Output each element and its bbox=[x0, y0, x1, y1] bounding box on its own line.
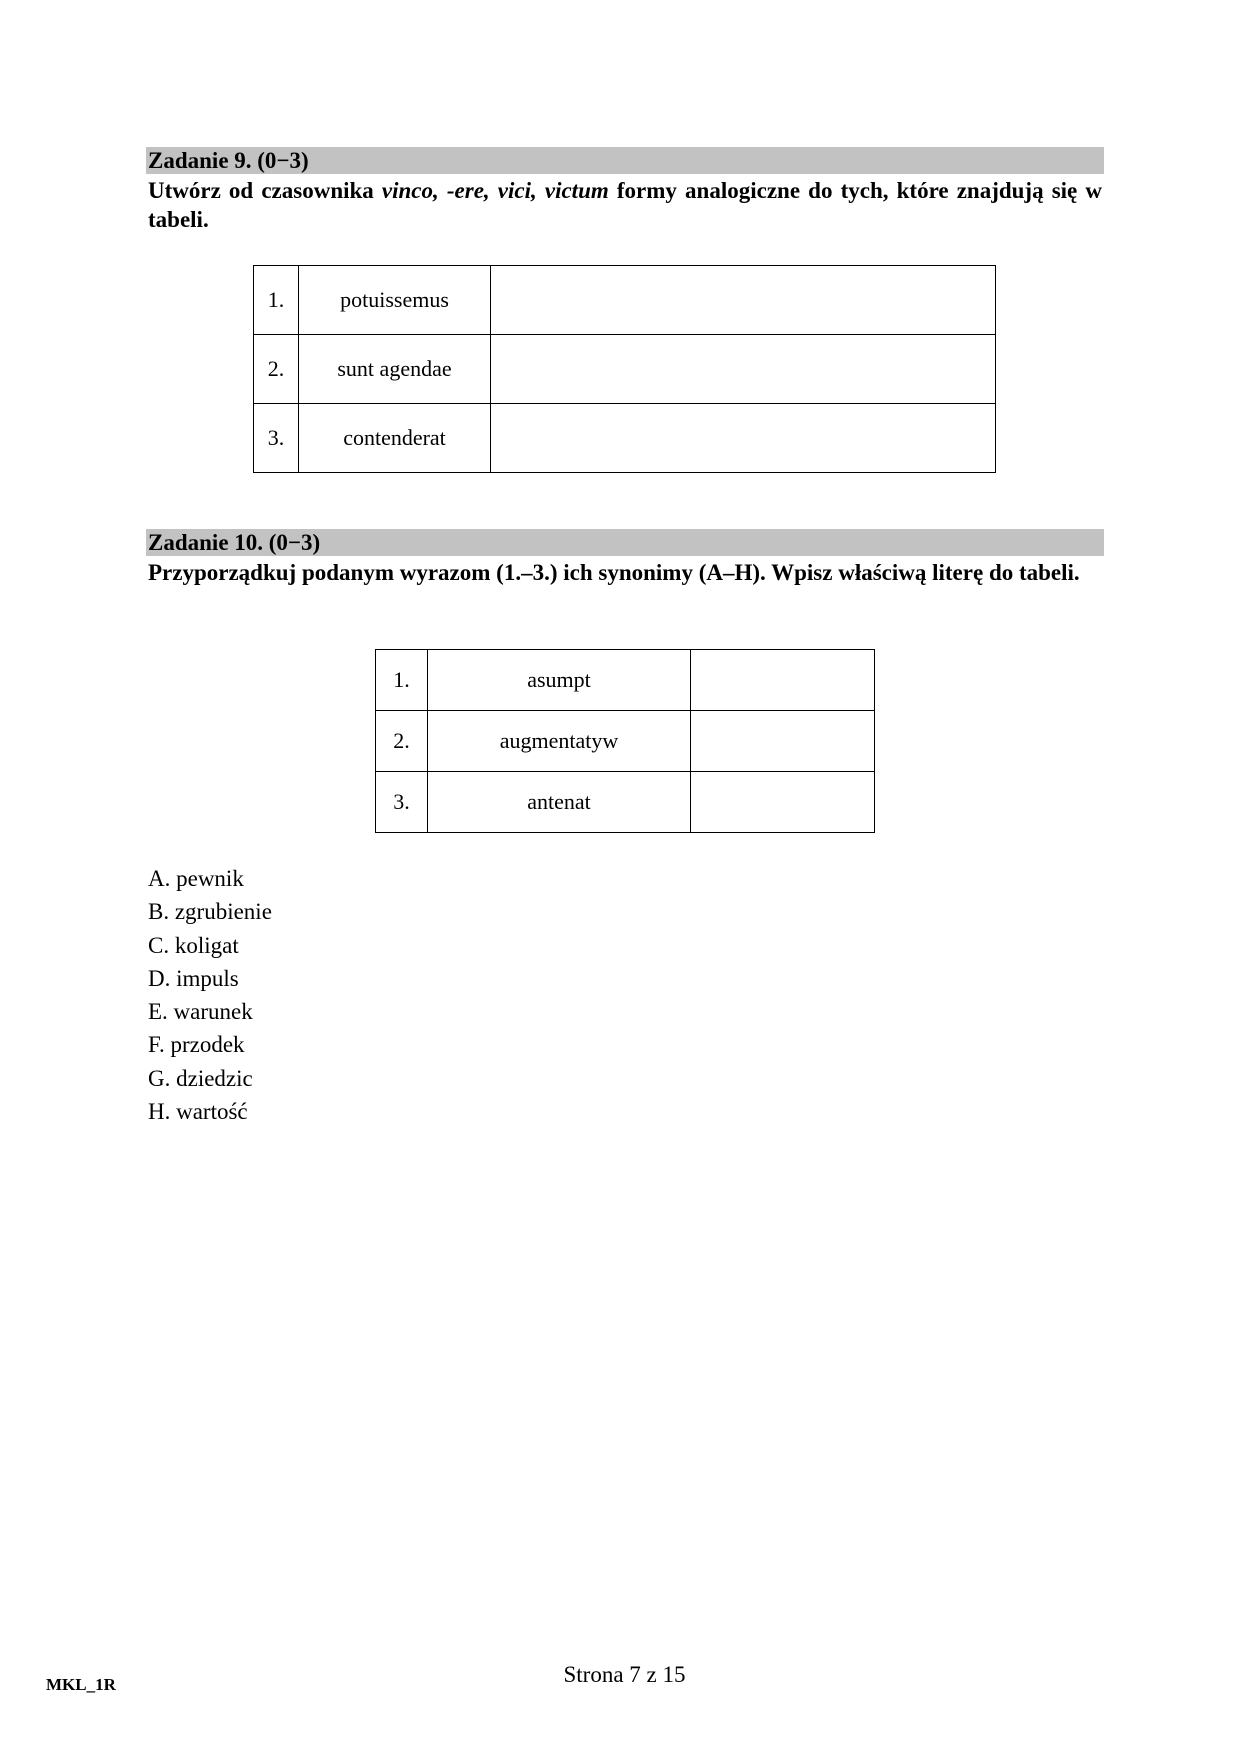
list-item: D. impuls bbox=[148, 965, 239, 991]
row-word: augmentatyw bbox=[428, 711, 691, 772]
list-item: E. warunek bbox=[148, 999, 253, 1025]
list-item: H. wartość bbox=[148, 1099, 248, 1125]
row-word: potuissemus bbox=[299, 266, 491, 335]
row-word: antenat bbox=[428, 772, 691, 833]
answer-cell[interactable] bbox=[691, 772, 875, 833]
table-row bbox=[254, 404, 996, 473]
page-number bbox=[0, 1662, 1241, 1688]
answer-cell[interactable] bbox=[691, 650, 875, 711]
synonym-options-list bbox=[148, 862, 272, 1128]
row-number: 1. bbox=[254, 266, 299, 335]
list-item: G. dziedzic bbox=[148, 1065, 253, 1091]
table-row bbox=[376, 711, 875, 772]
row-number: 3. bbox=[254, 404, 299, 473]
page-number-text: Strona 7 z 15 bbox=[563, 1662, 686, 1687]
task9-instr-after: formy analogiczne do tych, które znajdują się w tabeli. bbox=[148, 178, 1103, 232]
row-number: 2. bbox=[254, 335, 299, 404]
row-number: 3. bbox=[376, 772, 428, 833]
row-number: 2. bbox=[376, 711, 428, 772]
table-row bbox=[254, 266, 996, 335]
answer-cell[interactable] bbox=[491, 404, 996, 473]
answer-cell[interactable] bbox=[491, 335, 996, 404]
exam-code: MKL_1R bbox=[46, 1675, 116, 1694]
row-number: 1. bbox=[376, 650, 428, 711]
table-row bbox=[376, 650, 875, 711]
table-row bbox=[254, 335, 996, 404]
table-row bbox=[376, 772, 875, 833]
row-word: sunt agendae bbox=[299, 335, 491, 404]
list-item: F. przodek bbox=[148, 1032, 245, 1058]
list-item: A. pewnik bbox=[148, 866, 244, 891]
task10-table bbox=[375, 649, 875, 833]
answer-cell[interactable] bbox=[491, 266, 996, 335]
task9-instr-before: Utwórz od czasownika bbox=[148, 178, 382, 203]
row-word: asumpt bbox=[428, 650, 691, 711]
list-item: B. zgrubienie bbox=[148, 899, 272, 925]
task9-instruction bbox=[148, 176, 1102, 234]
task10-instruction: Przyporządkuj podanym wyrazom (1.–3.) ich synonimy (A–H). Wpisz właściwą literę do tabeli. bbox=[148, 560, 1080, 585]
answer-cell[interactable] bbox=[691, 711, 875, 772]
list-item: C. koligat bbox=[148, 932, 239, 958]
task10-header: Zadanie 10. (0−3) bbox=[146, 529, 1104, 556]
task9-header: Zadanie 9. (0−3) bbox=[146, 147, 1104, 174]
task9-table bbox=[253, 265, 996, 473]
task9-instr-verb: vinco, -ere, vici, victum bbox=[381, 178, 609, 203]
row-word: contenderat bbox=[299, 404, 491, 473]
